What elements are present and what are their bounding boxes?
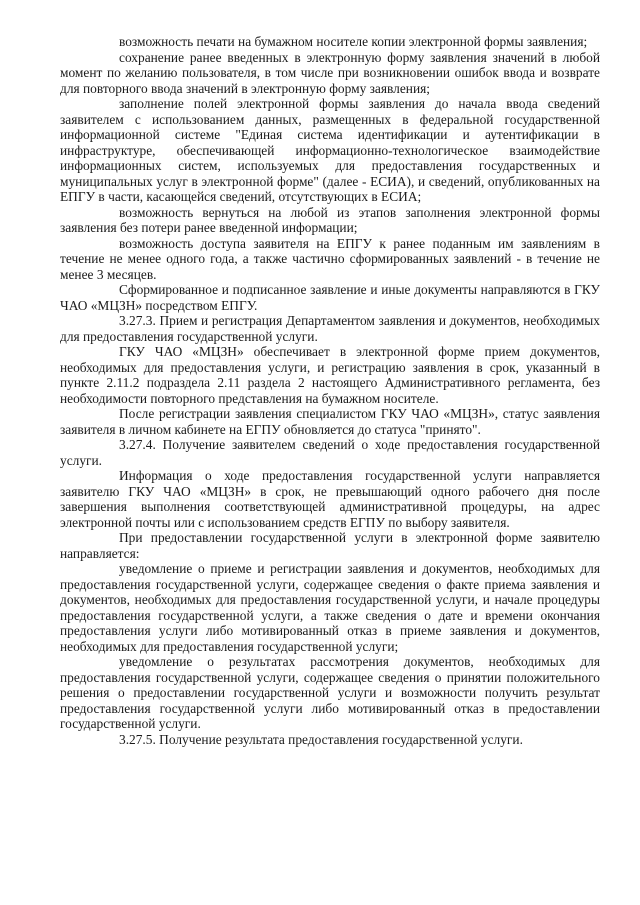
- paragraph-print-copy: возможность печати на бумажном носителе копии электронной формы заявления;: [119, 34, 588, 49]
- paragraph-notifications-intro: При предоставлении государственной услуги в электронной форме заявителю направляется:: [60, 530, 600, 561]
- paragraph-application-sent: Сформированное и подписанное заявление и иные документы направляются в ГКУ ЧАО «МЦЗН» посредством ЕПГУ.: [60, 282, 600, 313]
- paragraph-reception-notice: уведомление о приеме и регистрации заявления и документов, необходимых для предоставления государственной услуги, содержащее сведения о факте приема заявления и документов, необходимых для предоставления государственной услуги, и начале процедуры предоставления государственной услуги, а также сведения о дате и времени окончания предоставления услуги либо мотивированный отказ в приеме заявления и документов, необходимых для предоставления государственной услуги;: [60, 561, 600, 654]
- section-heading-3-27-5: 3.27.5. Получение результата предоставления государственной услуги.: [119, 731, 523, 747]
- paragraph-document-reception: ГКУ ЧАО «МЦЗН» обеспечивает в электронной форме прием документов, необходимых для предоставления услуги, и регистрацию заявления в срок, указанный в пункте 2.11.2 подраздела 2.11 раздела 2 настоящего Административного регламента, без необходимости повторного представления на бумажном носителе.: [60, 344, 600, 406]
- section-heading-3-27-4: 3.27.4. Получение заявителем сведений о ходе предоставления государственной услуги.: [60, 437, 600, 468]
- section-heading-3-27-3: 3.27.3. Прием и регистрация Департаментом заявления и документов, необходимых для предоставления государственной услуги.: [60, 313, 600, 344]
- paragraph-results-notice: уведомление о результатах рассмотрения документов, необходимых для предоставления государственной услуги, содержащее сведения о принятии положительного решения о предоставлении государственной услуги и возможности получить результат предоставления государственной услуги либо мотивированный отказ в предоставлении государственной услуги.: [60, 654, 600, 731]
- paragraph-save-values: сохранение ранее введенных в электронную форму заявления значений в любой момент по желанию пользователя, в том числе при возникновении ошибок ввода и возврате для повторного ввода значений в электронную форму заявления;: [60, 49, 600, 96]
- paragraph-return-to-step: возможность вернуться на любой из этапов заполнения электронной формы заявления без потери ранее введенной информации;: [60, 204, 600, 235]
- paragraph-access-applications: возможность доступа заявителя на ЕПГУ к ранее поданным им заявлениям в течение не менее одного года, а также частично сформированных заявлений - в течение не менее 3 месяцев.: [60, 235, 600, 282]
- paragraph-progress-information: Информация о ходе предоставления государственной услуги направляется заявителю ГКУ ЧАО «МЦЗН» в срок, не превышающий одного рабочего дня после завершения выполнения соответствующей административной процедуры, на адрес электронной почты или с использованием средств ЕГПУ по выбору заявителя.: [60, 468, 600, 530]
- paragraph-fill-fields-esia: заполнение полей электронной формы заявления до начала ввода сведений заявителем с использованием данных, размещенных в федеральной государственной информационной системе "Единая система идентификации и аутентификации в инфраструктуре, обеспечивающей информационно-технологическое взаимодействие информационных систем, используемых для предоставления государственных и муниципальных услуг в электронной форме" (далее - ЕСИА), и сведений, опубликованных на ЕПГУ в части, касающейся сведений, отсутствующих в ЕСИА;: [60, 96, 600, 204]
- paragraph-status-update: После регистрации заявления специалистом ГКУ ЧАО «МЦЗН», статус заявления заявителя в личном кабинете на ЕГПУ обновляется до статуса "принято".: [60, 406, 600, 437]
- document-page: [60, 34, 600, 747]
